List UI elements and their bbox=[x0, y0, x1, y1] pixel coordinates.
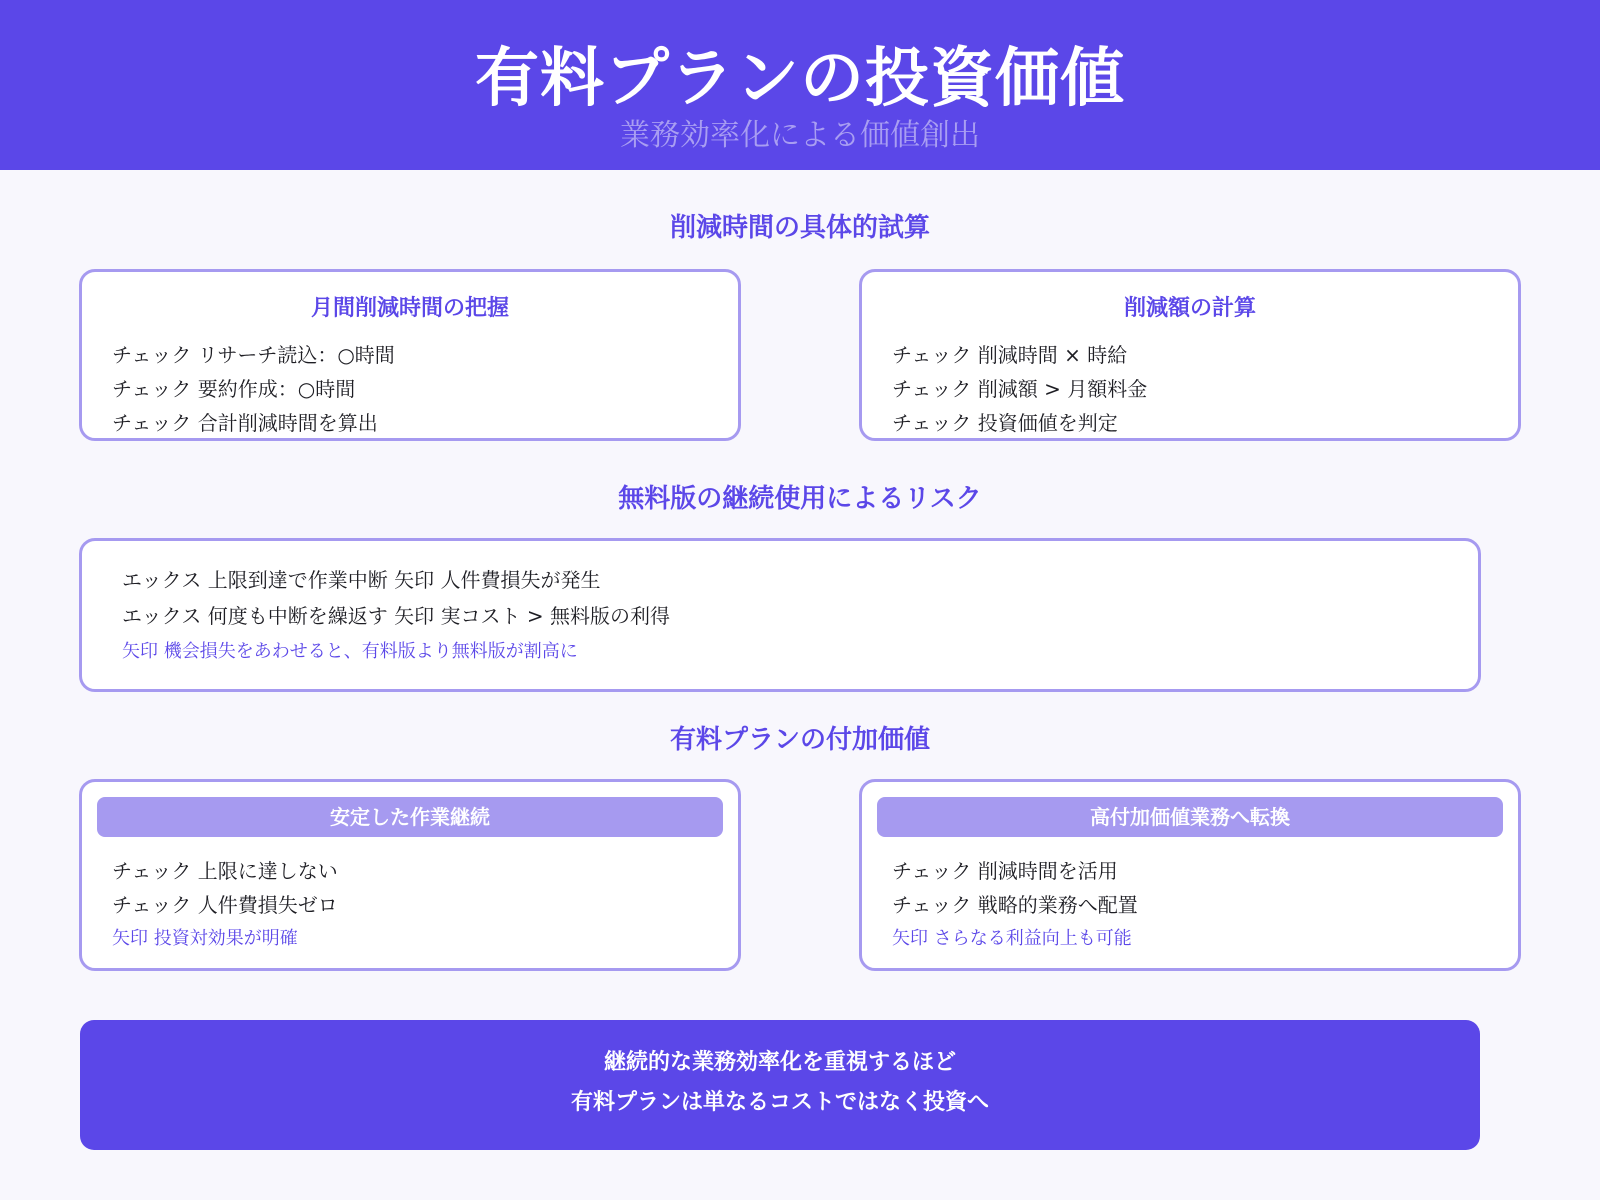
section-title-free-risk: 無料版の継続使用によるリスク bbox=[618, 484, 982, 514]
list-item: エックス 上限到達で作業中断 矢印 人件費損失が発生 bbox=[122, 568, 601, 592]
card-note: 矢印 投資対効果が明確 bbox=[112, 928, 298, 949]
card-title-bar: 高付加価値業務へ転換 bbox=[877, 797, 1503, 837]
card-stable-work bbox=[79, 779, 741, 971]
list-item: チェック 合計削減時間を算出 bbox=[112, 411, 378, 435]
section-title-time-calc: 削減時間の具体的試算 bbox=[669, 213, 930, 243]
list-item: チェック 削減額 > 月額料金 bbox=[892, 377, 1148, 401]
card-high-value-shift bbox=[859, 779, 1521, 971]
card-monthly-reduction bbox=[79, 269, 741, 441]
page-subtitle: 業務効率化による価値創出 bbox=[620, 118, 980, 153]
list-item: チェック 人件費損失ゼロ bbox=[112, 893, 338, 917]
conclusion-line-2: 有料プランは単なるコストではなく投資へ bbox=[570, 1090, 989, 1115]
card-title: 月間削減時間の把握 bbox=[310, 296, 509, 321]
list-item: チェック 投資価値を判定 bbox=[892, 411, 1118, 435]
list-item: チェック 削減時間 × 時給 bbox=[892, 343, 1128, 367]
list-item: エックス 何度も中断を繰返す 矢印 実コスト > 無料版の利得 bbox=[122, 604, 670, 628]
conclusion-banner bbox=[80, 1020, 1480, 1150]
card-note: 矢印 さらなる利益向上も可能 bbox=[892, 928, 1132, 949]
header-banner bbox=[0, 0, 1600, 170]
list-item: チェック 上限に達しない bbox=[112, 859, 338, 883]
list-item: チェック 要約作成：○時間 bbox=[112, 377, 356, 401]
list-item: チェック 戦略的業務へ配置 bbox=[892, 893, 1138, 917]
card-title-bar: 安定した作業継続 bbox=[97, 797, 723, 837]
list-item: チェック 削減時間を活用 bbox=[892, 859, 1118, 883]
list-item: チェック リサーチ読込：○時間 bbox=[112, 343, 395, 367]
card-free-risk bbox=[79, 538, 1481, 692]
page-title: 有料プランの投資価値 bbox=[475, 42, 1125, 116]
risk-note: 矢印 機会損失をあわせると、有料版より無料版が割高に bbox=[122, 641, 578, 662]
card-title: 削減額の計算 bbox=[1123, 296, 1256, 321]
conclusion-line-1: 継続的な業務効率化を重視するほど bbox=[603, 1050, 956, 1075]
section-title-added-value: 有料プランの付加価値 bbox=[669, 725, 930, 755]
card-reduction-amount bbox=[859, 269, 1521, 441]
